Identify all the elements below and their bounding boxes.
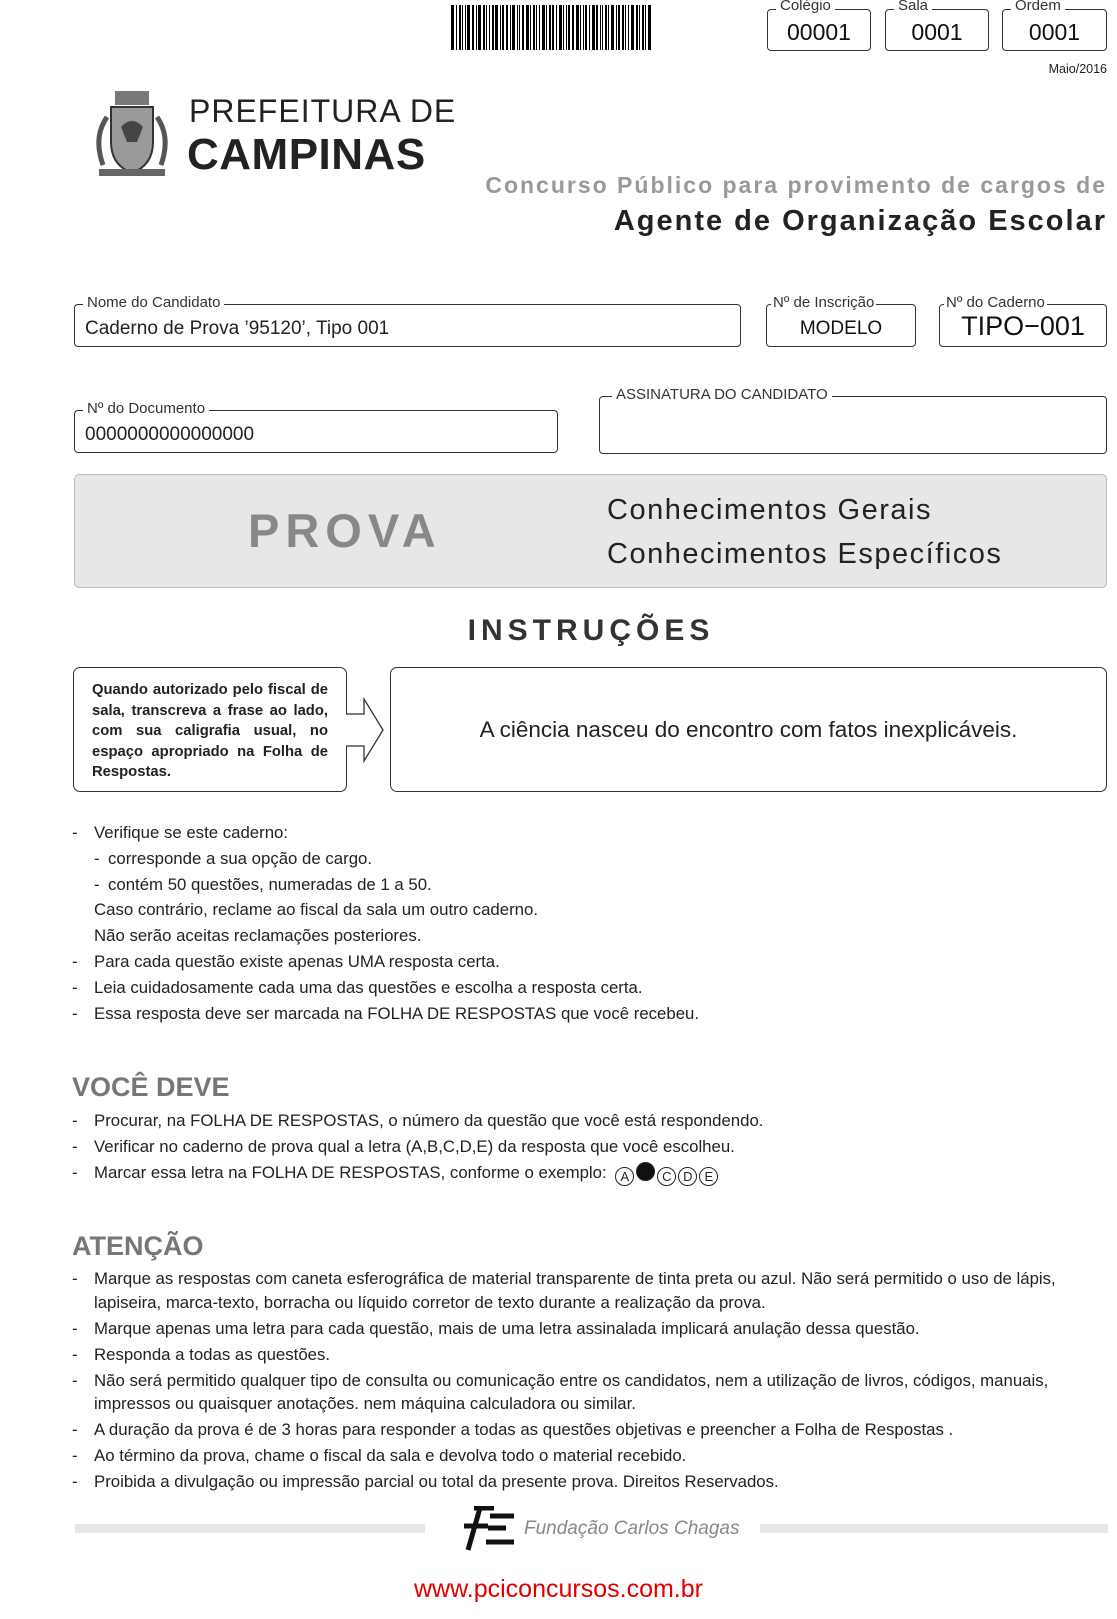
checklist-note: Caso contrário, reclame ao fiscal da sala um outro caderno.: [94, 900, 538, 920]
barcode-bar: [625, 5, 626, 50]
voce-deve-title: VOCÊ DEVE: [72, 1072, 230, 1102]
barcode-bar: [462, 5, 463, 50]
atencao-item: - Responda a todas as questões.: [72, 1343, 1112, 1367]
example-option-b-filled: [636, 1162, 655, 1181]
voce-deve-list: [72, 1108, 1112, 1186]
example-option-a: A: [615, 1167, 634, 1186]
assinatura-label: ASSINATURA DO CANDIDATO: [612, 386, 832, 404]
voce-deve-item: - Verificar no caderno de prova qual a letra (A,B,C,D,E) da resposta que você escolheu.: [72, 1134, 1112, 1160]
barcode-bar: [605, 5, 607, 50]
inscricao-label: Nº de Inscrição: [773, 294, 875, 311]
barcode-bar: [608, 5, 609, 50]
subject-1: Conhecimentos Gerais: [607, 494, 932, 526]
barcode-bar: [636, 5, 638, 50]
barcode-bar: [451, 5, 454, 50]
checklist-item: - Para cada questão existe apenas UMA resposta certa.: [72, 949, 1112, 975]
barcode-bar: [467, 5, 470, 50]
assinatura-field: [599, 386, 1107, 454]
logo-line2: CAMPINAS: [187, 130, 426, 179]
footer-divider-right: [760, 1524, 1108, 1533]
checklist-sub: - corresponde a sua opção de cargo.: [72, 846, 1112, 872]
prova-panel: [74, 474, 1107, 588]
nome-value: Caderno de Prova ’95120’, Tipo 001: [85, 318, 390, 339]
barcode-bar: [628, 5, 629, 50]
caderno-field: [939, 294, 1107, 347]
barcode-bar: [602, 5, 603, 50]
barcode-bar: [517, 5, 518, 50]
barcode-bar: [522, 5, 524, 50]
atencao-title: ATENÇÃO: [72, 1231, 204, 1261]
barcode-bar: [566, 5, 567, 50]
barcode-bar: [512, 5, 515, 50]
barcode-bar: [456, 5, 457, 50]
footer-divider-left: [75, 1524, 425, 1533]
atencao-item: - Proibida a divulgação ou impressão parcial ou total da presente prova. Direitos Reservados.: [72, 1470, 1112, 1494]
barcode-bar: [478, 5, 481, 50]
barcode-bar: [502, 5, 504, 50]
barcode-bar: [552, 5, 554, 50]
barcode-bar: [648, 5, 651, 50]
barcode-bar: [583, 5, 584, 50]
barcode-bar: [465, 5, 466, 50]
atencao-list: [72, 1267, 1112, 1494]
voce-deve-item: - Procurar, na FOLHA DE RESPOSTAS, o número da questão que você está respondendo.: [72, 1108, 1112, 1134]
barcode-bar: [576, 5, 579, 50]
checklist-intro: - Verifique se este caderno:: [72, 820, 1112, 846]
barcode-bar: [589, 5, 590, 50]
barcode-bar: [592, 5, 595, 50]
campinas-coat-of-arms-icon: [87, 87, 177, 183]
foundation-name: Fundação Carlos Chagas: [524, 1518, 740, 1539]
checklist: [72, 820, 1112, 1026]
barcode-bar: [611, 5, 614, 50]
barcode-bar: [519, 5, 520, 50]
documento-field: [74, 400, 558, 453]
sala-label: Sala: [894, 0, 932, 15]
instrucoes-title: INSTRUÇÕES: [467, 614, 715, 647]
barcode-bar: [631, 5, 634, 50]
barcode-bar: [483, 5, 485, 50]
date: Maio/2016: [1048, 62, 1107, 76]
barcode-bar: [572, 5, 574, 50]
atencao-item: - Marque as respostas com caneta esferográfica de material transparente de tinta preta ou azul. Não será permitido o uso de lápis, lapiseira, marca-texto, borracha ou líquido corretor de texto durante a realização da prova.: [72, 1267, 1112, 1314]
example-option-d: D: [678, 1167, 697, 1186]
arrow-right-icon: [346, 697, 386, 763]
barcode-bar: [500, 5, 501, 50]
barcode-bar: [618, 5, 620, 50]
atencao-item: - Ao término da prova, chame o fiscal da sala e devolva todo o material recebido.: [72, 1444, 1112, 1468]
barcode-bar: [533, 5, 535, 50]
barcode-bar: [472, 5, 474, 50]
barcode-bar: [580, 5, 581, 50]
barcode-bar: [530, 5, 531, 50]
example-option-e: E: [699, 1167, 718, 1186]
barcode-bar: [600, 5, 601, 50]
barcode-bar: [506, 5, 508, 50]
documento-value: 0000000000000000: [85, 424, 255, 445]
nome-field: [74, 294, 741, 347]
barcode-bar: [536, 5, 537, 50]
barcode-bar: [510, 5, 511, 50]
voce-deve-item-text: Marcar essa letra na FOLHA DE RESPOSTAS, conforme o exemplo:: [94, 1162, 607, 1182]
colegio-box: [767, 0, 871, 51]
documento-label: Nº do Documento: [83, 400, 209, 418]
sala-value: 0001: [911, 19, 963, 45]
atencao-item: - Marque apenas uma letra para cada questão, mais de uma letra assinalada implicará anulação dessa questão.: [72, 1317, 1112, 1341]
barcode-bar: [526, 5, 529, 50]
barcode: [451, 5, 718, 50]
barcode-bar: [539, 5, 540, 50]
fcc-logo-icon: [460, 1506, 518, 1552]
inscricao-field: [766, 294, 916, 347]
ordem-value: 0001: [1028, 19, 1081, 45]
barcode-bar: [542, 5, 545, 50]
atencao-item: - Não será permitido qualquer tipo de consulta ou comunicação entre os candidatos, nem a utilização de livros, códigos, manuais, impressos ou quaisquer anotações. nem máquina calculadora ou similar.: [72, 1369, 1112, 1416]
prova-label: PROVA: [248, 504, 442, 557]
barcode-bar: [495, 5, 498, 50]
atencao-item: - A duração da prova é de 3 horas para responder a todas as questões objetivas e preencher a Folha de Respostas .: [72, 1418, 1112, 1442]
checklist-item: - Essa resposta deve ser marcada na FOLHA DE RESPOSTAS que você recebeu.: [72, 1001, 1112, 1027]
colegio-label: Colégio: [776, 0, 835, 15]
barcode-bar: [476, 5, 477, 50]
voce-deve-item: [72, 1160, 1112, 1186]
barcode-bar: [596, 5, 598, 50]
caderno-label: Nº do Caderno: [946, 294, 1045, 311]
barcode-bar: [546, 5, 547, 50]
barcode-bar: [489, 5, 490, 50]
concurso-title: Agente de Organização Escolar: [613, 205, 1107, 237]
barcode-bar: [563, 5, 564, 50]
example-option-c: C: [657, 1167, 676, 1186]
caderno-value: TIPO−001: [961, 311, 1085, 341]
checklist-sub: - contém 50 questões, numeradas de 1 a 50.: [72, 872, 1112, 898]
ordem-box: [1002, 0, 1107, 51]
phrase-text: A ciência nasceu do encontro com fatos inexplicáveis.: [479, 716, 1018, 742]
barcode-bar: [616, 5, 617, 50]
concurso-subtitle: Concurso Público para provimento de cargos de: [485, 172, 1107, 198]
sala-box: [885, 0, 989, 51]
barcode-bar: [642, 5, 644, 50]
barcode-bar: [459, 5, 461, 50]
barcode-bar: [556, 5, 557, 50]
barcode-bar: [639, 5, 640, 50]
barcode-bar: [492, 5, 494, 50]
barcode-bar: [486, 5, 487, 50]
instruction-text: Quando autorizado pelo fiscal de sala, transcreva a frase ao lado, com sua caligrafia usual, no espaço apropriado na Folha de Respostas.: [92, 682, 328, 780]
phrase-box: [390, 667, 1107, 792]
barcode-bar: [559, 5, 562, 50]
instruction-box: [73, 667, 347, 792]
barcode-bar: [549, 5, 551, 50]
colegio-value: 00001: [787, 19, 851, 45]
subject-2: Conhecimentos Específicos: [607, 538, 1003, 570]
nome-label: Nome do Candidato: [83, 294, 224, 312]
website-link[interactable]: www.pciconcursos.com.br: [414, 1575, 703, 1603]
barcode-bar: [645, 5, 646, 50]
ordem-label: Ordem: [1011, 0, 1065, 15]
checklist-note: Não serão aceitas reclamações posteriores.: [94, 926, 422, 946]
barcode-bar: [568, 5, 570, 50]
checklist-item: - Leia cuidadosamente cada uma das questões e escolha a resposta certa.: [72, 975, 1112, 1001]
logo-line1: PREFEITURA DE: [189, 93, 457, 129]
barcode-bar: [585, 5, 587, 50]
inscricao-value: MODELO: [799, 318, 883, 339]
barcode-bar: [622, 5, 624, 50]
